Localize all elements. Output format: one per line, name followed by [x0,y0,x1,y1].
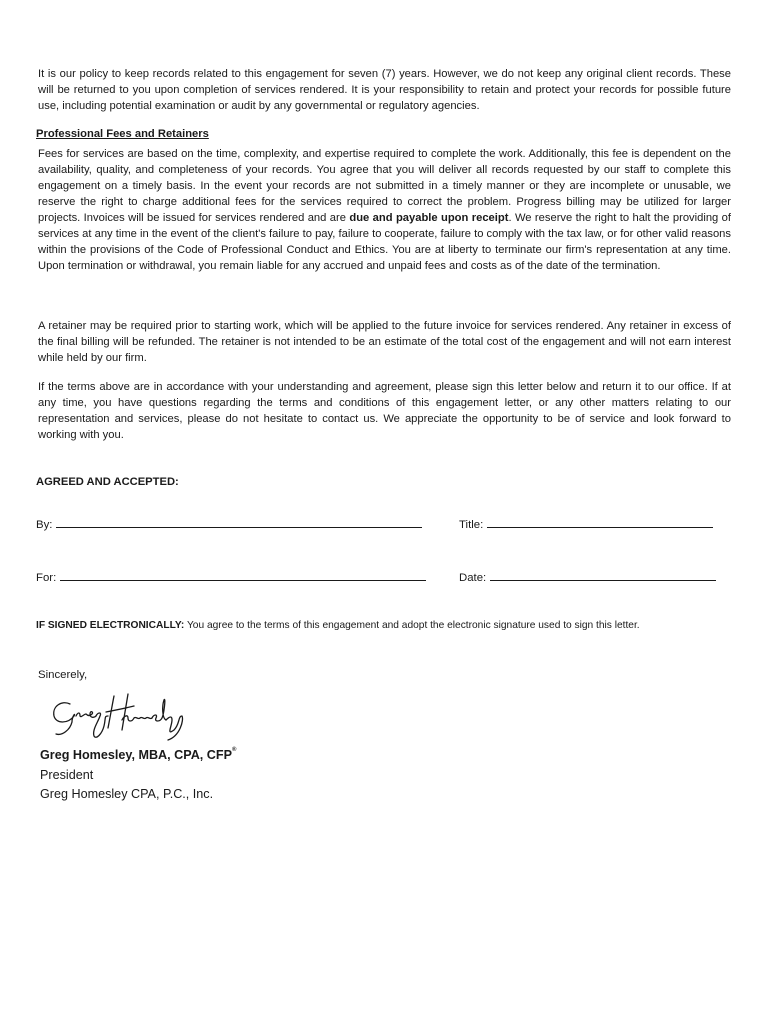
date-label: Date: [459,572,487,584]
signatory-name [40,748,236,762]
fees-section-heading: Professional Fees and Retainers [36,128,209,140]
handwritten-signature [48,686,198,742]
for-field[interactable] [36,569,426,584]
by-signature-field[interactable] [36,516,422,531]
by-label: By: [36,519,53,531]
esign-text: You agree to the terms of this engagement and adopt the electronic signature used to sign this letter. [184,620,640,631]
fees-paragraph [38,146,731,274]
records-policy-paragraph: It is our policy to keep records related to this engagement for seven (7) years. However, we do not keep any original client records. These will be returned to you upon completion of services rendered. It is your responsibility to retain and protect your records for possible future use, including potential examination or audit by any governmental or regulatory agencies. [38,68,731,112]
retainer-paragraph: A retainer may be required prior to starting work, which will be applied to the future invoice for services rendered. Any retainer in excess of the final billing will be refunded. The retainer is not intended to be an estimate of the total cost of the engagement and will not earn interest while held by our firm. [38,320,731,364]
electronic-signature-notice [36,620,640,631]
title-label: Title: [459,519,484,531]
by-signature-line[interactable] [56,516,422,528]
signatory-company: Greg Homesley CPA, P.C., Inc. [40,787,214,801]
closing-paragraph: If the terms above are in accordance with your understanding and agreement, please sign this letter below and return it to our office. If at any time, you have questions regarding the terms and conditions of this engagement letter, or any other matters relating to our representation and services, please do not hesitate to contact us. We appreciate the opportunity to be of service and look forward to working with you. [38,381,731,441]
salutation: Sincerely, [38,669,88,681]
date-line[interactable] [490,569,716,581]
date-field[interactable] [459,569,716,584]
registered-mark: ® [231,747,237,753]
title-line[interactable] [487,516,713,528]
for-label: For: [36,572,57,584]
for-line[interactable] [60,569,426,581]
signatory-name-text: Greg Homesley, MBA, CPA, CFP [40,748,232,762]
payment-terms-emphasis: due and payable upon receipt [349,212,509,224]
fees-text-start: Fees for services are based on the time, complexity, and expertise required to complete the work. Additionally, this fee is dependent on the availability, quality, and completeness of your records. You agree that you will deliver all records requested by our staff to complete this engagement on a timely basis. In the event your records are not submitted in a timely manner or they are incomplete or unusable, we reserve the right to charge additional fees for the services required to correct the problem. Progress billing may be utilized for larger projects. Invoices will be issued for services rendered and are [38,148,731,224]
signatory-title: President [40,768,94,782]
title-field[interactable] [459,516,713,531]
esign-label: IF SIGNED ELECTRONICALLY: [36,620,185,631]
fees-text-end: . We reserve the right to halt the providing of services at any time in the event of the client's failure to pay, failure to cooperate, failure to comply with the tax law, or for other valid reasons within the provisions of the Code of Professional Conduct and Ethics. You are at liberty to terminate our firm's representation at any time. Upon termination or withdrawal, you remain liable for any accrued and unpaid fees and costs as of the date of the termination. [38,212,731,272]
agreed-accepted-heading: AGREED AND ACCEPTED: [36,476,179,488]
